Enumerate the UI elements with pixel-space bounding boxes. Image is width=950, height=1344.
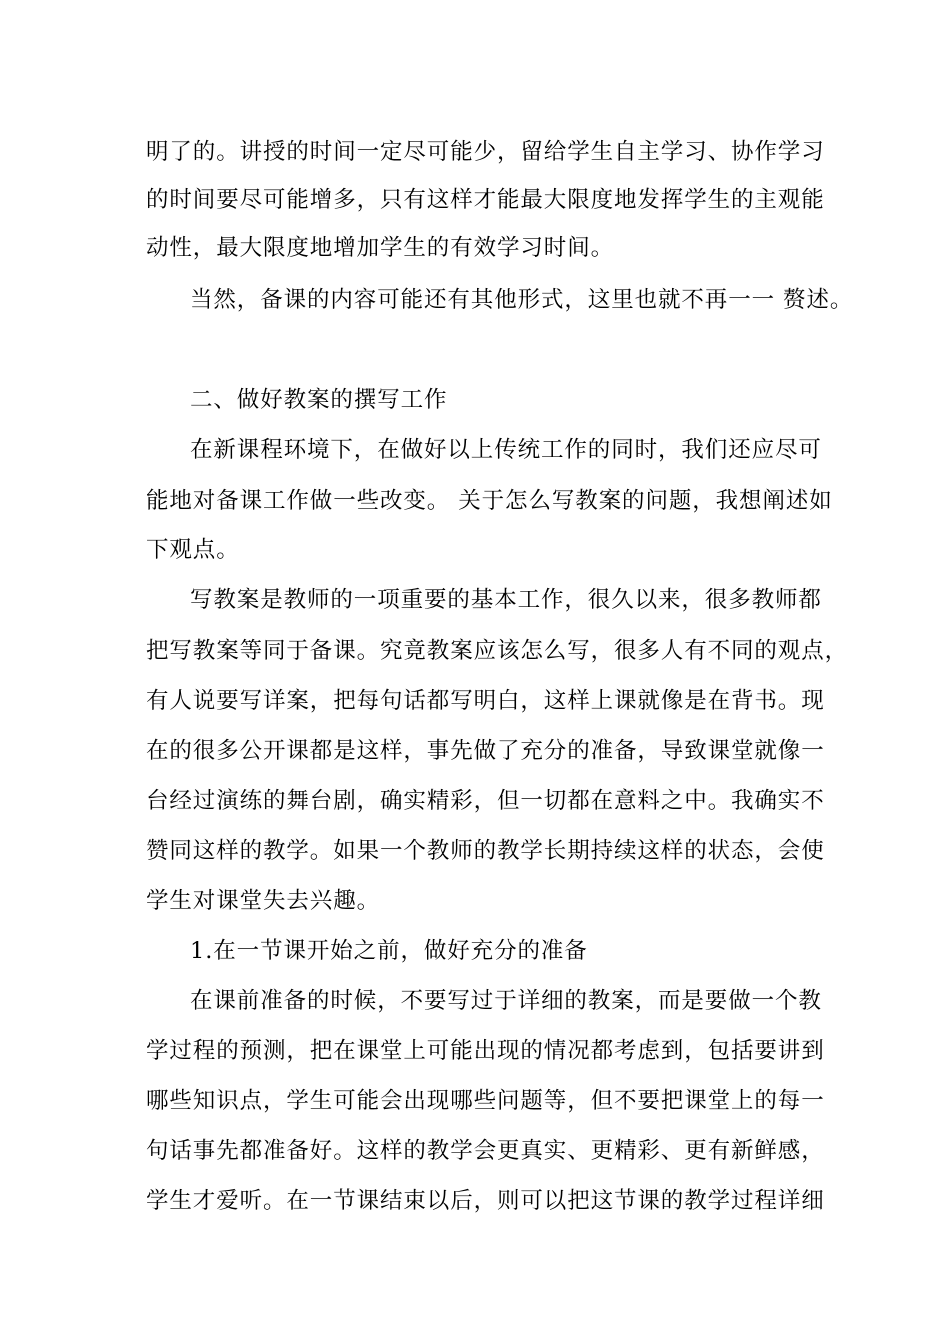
- paragraph-line: 写教案是教师的一项重要的基本工作，很久以来，很多教师都: [190, 587, 822, 613]
- paragraph-line: 能地对备课工作做一些改变。 关于怎么写教案的问题，我想阐述如: [146, 488, 833, 514]
- paragraph-line: 句话事先都准备好。这样的教学会更真实、更精彩、更有新鲜感，: [146, 1138, 825, 1164]
- paragraph-line: 学生才爱听。在一节课结束以后，则可以把这节课的教学过程详细: [146, 1188, 825, 1214]
- section-heading: 二、做好教案的撰写工作: [190, 387, 448, 413]
- paragraph-line: 下观点。: [146, 537, 240, 563]
- paragraph-line: 赞同这样的教学。如果一个教师的教学长期持续这样的状态，会使: [146, 838, 825, 864]
- paragraph-line: 当然，备课的内容可能还有其他形式，这里也就不再一一 赘述。: [190, 287, 854, 313]
- paragraph-line: 哪些知识点，学生可能会出现哪些问题等，但不要把课堂上的每一: [146, 1088, 825, 1114]
- paragraph-line: 把写教案等同于备课。究竟教案应该怎么写，很多人有不同的观点，: [146, 638, 849, 664]
- paragraph-line: 有人说要写详案，把每句话都写明白，这样上课就像是在背书。现: [146, 688, 825, 714]
- paragraph-line: 在新课程环境下，在做好以上传统工作的同时，我们还应尽可: [190, 437, 822, 463]
- paragraph-line: 明了的。讲授的时间一定尽可能少，留给学生自主学习、协作学习: [146, 139, 825, 165]
- paragraph-line: 的时间要尽可能增多，只有这样才能最大限度地发挥学生的主观能: [146, 187, 825, 213]
- paragraph-line: 在课前准备的时候，不要写过于详细的教案，而是要做一个教: [190, 988, 822, 1014]
- paragraph-line: 学生对课堂失去兴趣。: [146, 888, 381, 914]
- paragraph-line: 动性，最大限度地增加学生的有效学习时间。: [146, 235, 615, 261]
- paragraph-line: 学过程的预测，把在课堂上可能出现的情况都考虑到，包括要讲到: [146, 1038, 825, 1064]
- paragraph-line: 台经过演练的舞台剧，确实精彩，但一切都在意料之中。我确实不: [146, 788, 825, 814]
- subsection-heading: 1.在一节课开始之前，做好充分的准备: [190, 938, 588, 964]
- paragraph-line: 在的很多公开课都是这样，事先做了充分的准备，导致课堂就像一: [146, 738, 825, 764]
